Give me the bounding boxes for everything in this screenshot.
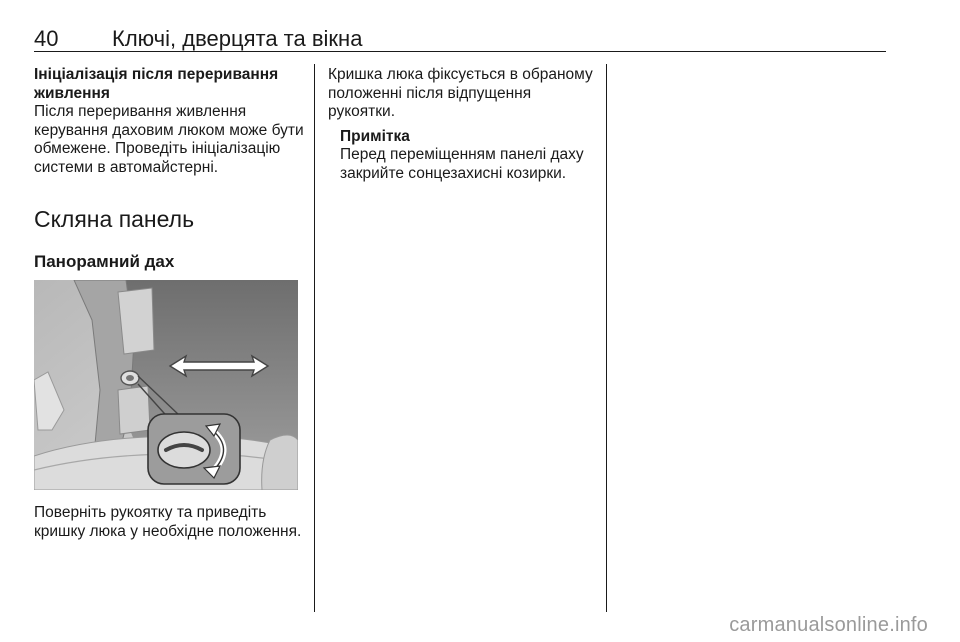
watermark: carmanualsonline.info	[729, 614, 928, 636]
sunroof-handle-illustration-icon	[34, 280, 298, 490]
column-divider-1	[314, 64, 315, 612]
note-text: Перед переміщенням панелі даху закрийте сонцезахисні козирки.	[340, 146, 584, 182]
figure-caption: Поверніть рукоятку та приведіть кришку люка у необхідне положення.	[34, 504, 302, 540]
column-divider-2	[606, 64, 607, 612]
note-title: Примітка	[340, 127, 410, 145]
chapter-title: Ключі, дверцята та вікна	[112, 26, 363, 51]
subsection-title: Панорамний дах	[34, 252, 175, 271]
subheading-initialization: Ініціалізація після переривання живлення	[34, 66, 279, 102]
page-number: 40	[34, 26, 59, 51]
header-rule	[34, 51, 886, 52]
section-title: Скляна панель	[34, 206, 195, 232]
column-1	[34, 66, 304, 273]
column-2	[328, 66, 600, 183]
paragraph-lock: Кришка люка фіксується в обраному положенні після відпущення рукоятки.	[328, 66, 593, 120]
note-box	[328, 128, 600, 184]
paragraph-initialization: Після переривання живлення керування даховим люком може бути обмежене. Проведіть ініціалізацію системи в автомайстерні.	[34, 103, 304, 176]
page-header	[34, 26, 886, 52]
sunroof-figure	[34, 280, 298, 490]
